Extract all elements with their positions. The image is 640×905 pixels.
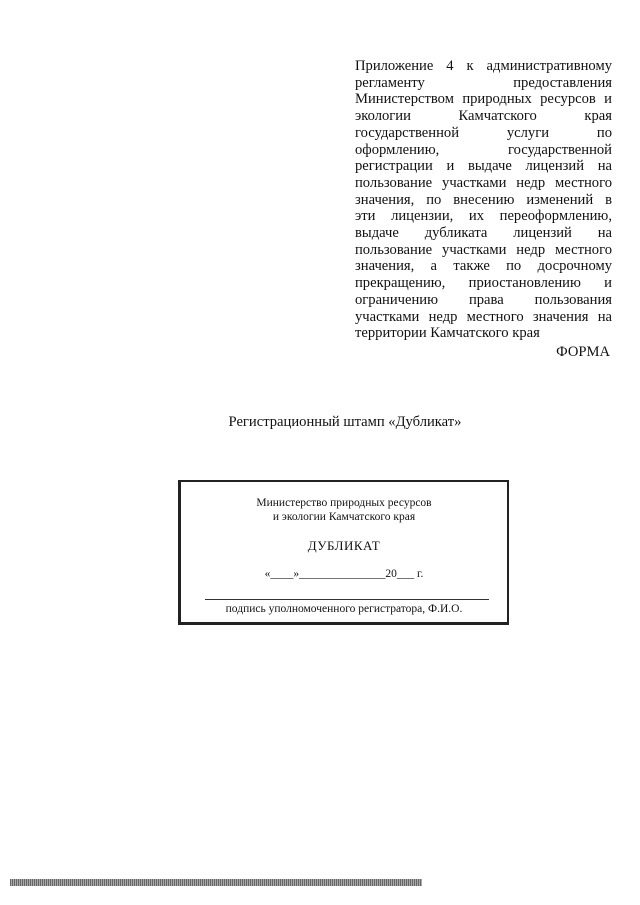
- appendix-line: участками недр местного значения на: [355, 308, 612, 325]
- scan-edge-bar: [10, 879, 422, 886]
- appendix-line: значения, а также по досрочному: [355, 258, 612, 275]
- appendix-line: пользование участками недр местного: [355, 241, 612, 258]
- appendix-line: Министерством природных ресурсов и: [355, 91, 612, 108]
- signature-line: [205, 599, 489, 600]
- stamp-org-line-1: Министерство природных ресурсов: [256, 497, 432, 509]
- signature-caption: подпись уполномоченного регистратора, Ф.И.О.: [225, 603, 463, 615]
- appendix-line: государственной услуги по: [355, 124, 612, 141]
- form-label: ФОРМА: [556, 343, 610, 360]
- appendix-lines: [355, 58, 612, 342]
- appendix-line: регистрации и выдаче лицензий на: [355, 158, 612, 175]
- appendix-line: пользование участками недр местного: [355, 174, 612, 191]
- stamp-heading: ДУБЛИКАТ: [307, 538, 381, 553]
- appendix-header: [355, 58, 612, 361]
- appendix-line: выдаче дубликата лицензий на: [355, 225, 612, 242]
- appendix-line: эти лицензии, их переоформлению,: [355, 208, 612, 225]
- stamp-title: Регистрационный штамп «Дубликат»: [228, 414, 462, 430]
- stamp-date-field: «____»_______________20___ г.: [264, 568, 424, 580]
- appendix-line: ограничению права пользования: [355, 291, 612, 308]
- appendix-line: оформлению, государственной: [355, 141, 612, 158]
- appendix-line: экологии Камчатского края: [355, 108, 612, 125]
- appendix-line: значения, по внесению изменений в: [355, 191, 612, 208]
- duplicate-stamp: [178, 480, 509, 625]
- appendix-line: прекращению, приостановлению и: [355, 275, 612, 292]
- stamp-org-line-2: и экологии Камчатского края: [272, 511, 416, 523]
- appendix-line: территории Камчатского края: [355, 325, 540, 342]
- appendix-line: Приложение 4 к административному: [355, 58, 612, 74]
- stamp-organization: [181, 496, 507, 524]
- appendix-line: регламенту предоставления: [355, 74, 612, 91]
